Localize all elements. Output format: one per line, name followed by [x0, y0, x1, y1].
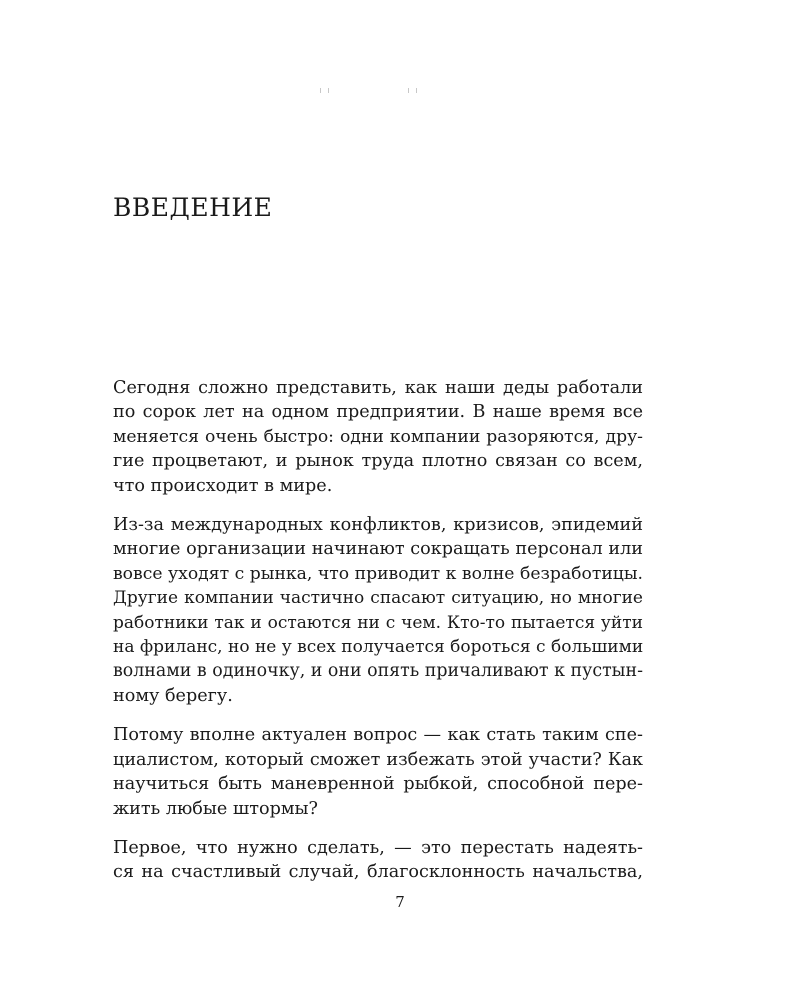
paragraph	[113, 723, 643, 821]
text-line: волнами в одиночку, и они опять причаливают к пустын-	[113, 661, 643, 682]
text-line: ся на счастливый случай, благосклонность начальства,	[113, 862, 643, 883]
text-line: Первое, что нужно сделать, — это перестать надеять-	[113, 837, 643, 858]
text-line: Сегодня сложно представить, как наши деды работали	[113, 378, 643, 398]
text-line: вовсе уходят с рынка, что приводит к волне безработицы.	[113, 563, 643, 584]
crop-mark	[408, 88, 409, 93]
text-line: работники так и остаются ни с чем. Кто-то пытается уйти	[113, 612, 643, 633]
text-line: меняется очень быстро: одни компании разоряются, дру-	[113, 426, 643, 447]
body-text	[113, 376, 643, 900]
text-line: циалистом, который сможет избежать этой участи? Как	[113, 749, 643, 770]
text-line: ному берегу.	[113, 685, 233, 706]
crop-mark	[416, 88, 417, 93]
text-line: на фриланс, но не у всех получается бороться с большими	[113, 637, 644, 658]
paragraph	[113, 836, 643, 885]
text-line: гие процветают, и рынок труда плотно связан со всем,	[113, 451, 643, 472]
page-number: 7	[395, 893, 405, 911]
chapter-heading: ВВЕДЕНИЕ	[113, 193, 273, 222]
crop-marks	[316, 88, 436, 96]
text-line: по сорок лет на одном предприятии. В наше время все	[113, 402, 643, 423]
text-line: что происходит в мире.	[113, 475, 333, 496]
text-line: научиться быть маневренной рыбкой, способной пере-	[113, 774, 643, 795]
crop-mark	[328, 88, 329, 93]
crop-mark	[320, 88, 321, 93]
text-line: многие организации начинают сокращать персонал или	[113, 539, 643, 560]
text-line: Другие компании частично спасают ситуацию, но многие	[113, 588, 643, 609]
text-line: Потому вполне актуален вопрос — как стать таким спе-	[113, 725, 643, 746]
text-line: жить любые штормы?	[113, 798, 318, 819]
text-line: Из-за международных конфликтов, кризисов, эпидемий	[113, 515, 643, 536]
paragraph	[113, 376, 643, 498]
paragraph	[113, 513, 643, 708]
